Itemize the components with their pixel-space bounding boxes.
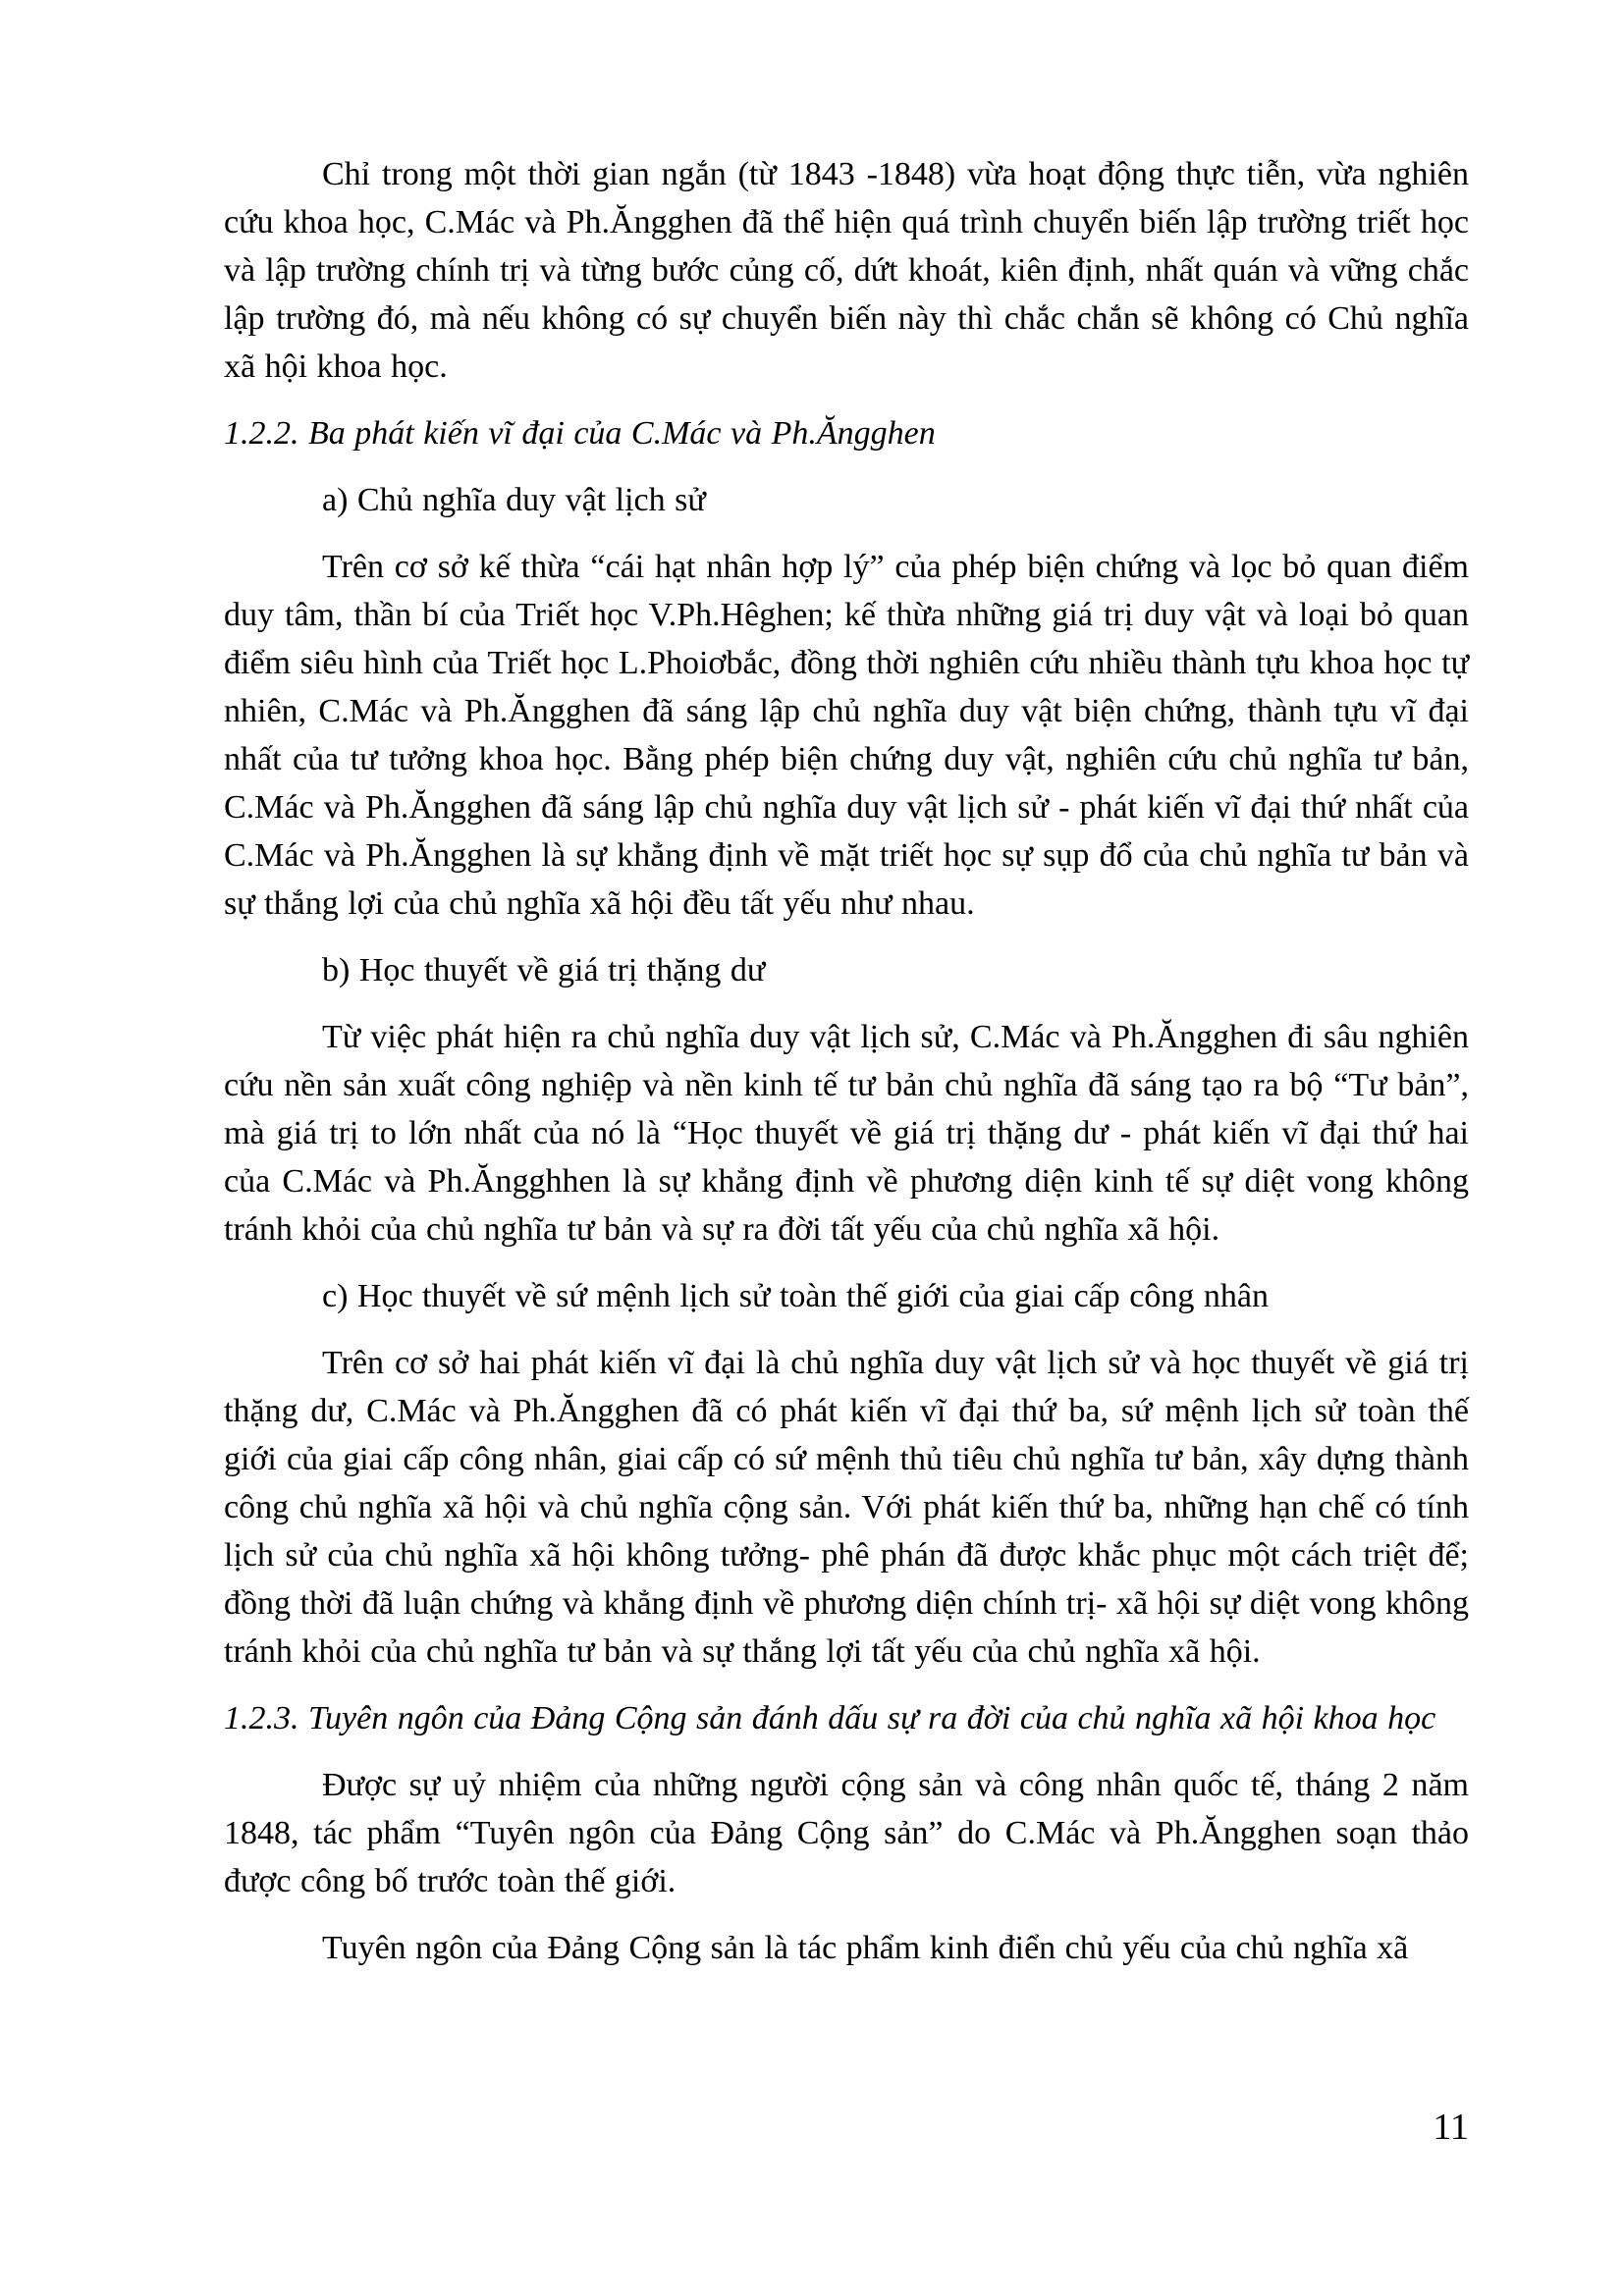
subheading-c: c) Học thuyết về sứ mệnh lịch sử toàn thế giới của giai cấp công nhân — [322, 1278, 1269, 1314]
subheading-b: b) Học thuyết về giá trị thặng dư — [322, 952, 766, 988]
paragraph-historic-mission: Trên cơ sở hai phát kiến vĩ đại là chủ nghĩa duy vật lịch sử và học thuyết về giá trị thặng dư, C.Mác và Ph.Ăngghen đã có phát kiến vĩ đại thứ ba, sứ mệnh lịch sử toàn thế giới của giai cấp công nhân, giai cấp có sứ mệnh thủ tiêu chủ nghĩa tư bản, xây dựng thành công chủ nghĩa xã hội và chủ nghĩa cộng sản. Với phát kiến thứ ba, những hạn chế có tính lịch sử của chủ nghĩa xã hội không tưởng- phê phán đã được khắc phục một cách triệt để; đồng thời đã luận chứng và khẳng định về phương diện chính trị- xã hội sự diệt vong không tránh khỏi của chủ nghĩa tư bản và sự thắng lợi tất yếu của chủ nghĩa xã hội. — [224, 1345, 1469, 1670]
paragraph-historical-materialism: Trên cơ sở kế thừa “cái hạt nhân hợp lý” của phép biện chứng và lọc bỏ quan điểm duy tâm, thần bí của Triết học V.Ph.Hêghen; kế thừa những giá trị duy vật và loại bỏ quan điểm siêu hình của Triết học L.Phoiơbắc, đồng thời nghiên cứu nhiều thành tựu khoa học tự nhiên, C.Mác và Ph.Ăngghen đã sáng lập chủ nghĩa duy vật biện chứng, thành tựu vĩ đại nhất của tư tưởng khoa học. Bằng phép biện chứng duy vật, nghiên cứu chủ nghĩa tư bản, C.Mác và Ph.Ăngghen đã sáng lập chủ nghĩa duy vật lịch sử - phát kiến vĩ đại thứ nhất của C.Mác và Ph.Ăngghen là sự khẳng định về mặt triết học sự sụp đổ của chủ nghĩa tư bản và sự thắng lợi của chủ nghĩa xã hội đều tất yếu như nhau. — [224, 549, 1469, 922]
paragraph-intro: Chỉ trong một thời gian ngắn (từ 1843 -1848) vừa hoạt động thực tiễn, vừa nghiên cứu khoa học, C.Mác và Ph.Ăngghen đã thể hiện quá trình chuyển biến lập trường triết học và lập trường chính trị và từng bước củng cố, dứt khoát, kiên định, nhất quán và vững chắc lập trường đó, mà nếu không có sự chuyển biến này thì chắc chắn sẽ không có Chủ nghĩa xã hội khoa học. — [224, 156, 1469, 385]
section-heading-1-2-2: 1.2.2. Ba phát kiến vĩ đại của C.Mác và Ph.Ăngghen — [224, 415, 936, 452]
page-number: 11 — [1433, 2107, 1469, 2148]
paragraph-surplus-value: Từ việc phát hiện ra chủ nghĩa duy vật lịch sử, C.Mác và Ph.Ăngghen đi sâu nghiên cứu nền sản xuất công nghiệp và nền kinh tế tư bản chủ nghĩa đã sáng tạo ra bộ “Tư bản”, mà giá trị to lớn nhất của nó là “Học thuyết về giá trị thặng dư - phát kiến vĩ đại thứ hai của C.Mác và Ph.Ăngghhen là sự khẳng định về phương diện kinh tế sự diệt vong không tránh khỏi của chủ nghĩa tư bản và sự ra đời tất yếu của chủ nghĩa xã hội. — [224, 1019, 1469, 1248]
text-block — [224, 150, 1469, 1972]
section-heading-1-2-3: 1.2.3. Tuyên ngôn của Đảng Cộng sản đánh dấu sự ra đời của chủ nghĩa xã hội khoa học — [224, 1700, 1436, 1736]
subheading-a: a) Chủ nghĩa duy vật lịch sử — [322, 482, 706, 518]
paragraph-manifesto-classic: Tuyên ngôn của Đảng Cộng sản là tác phẩm kinh điển chủ yếu của chủ nghĩa xã — [322, 1930, 1409, 1966]
paragraph-manifesto-1848: Được sự uỷ nhiệm của những người cộng sản và công nhân quốc tế, tháng 2 năm 1848, tác phẩm “Tuyên ngôn của Đảng Cộng sản” do C.Mác và Ph.Ăngghen soạn thảo được công bố trước toàn thế giới. — [224, 1767, 1469, 1899]
